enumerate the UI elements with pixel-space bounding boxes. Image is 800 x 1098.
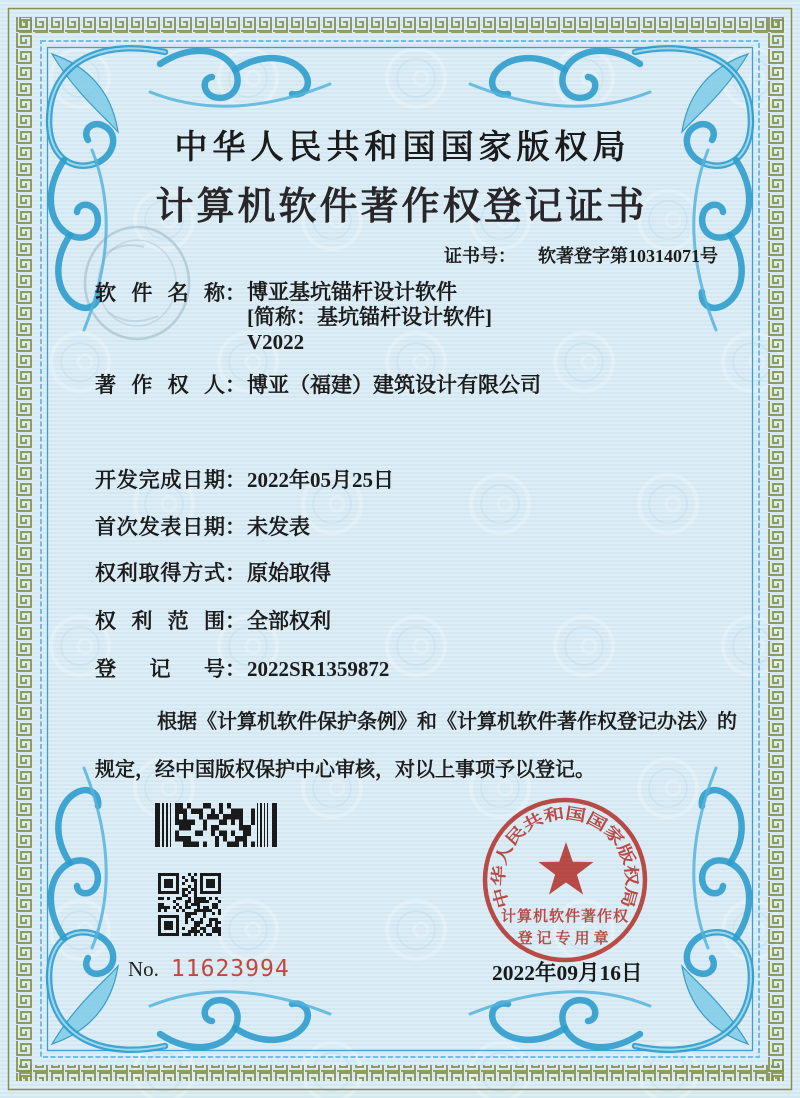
field-row-first-publish-date	[95, 514, 755, 540]
field-colon: ：	[225, 373, 246, 397]
field-row-registration-number	[95, 656, 755, 682]
field-label: 软件名称	[95, 281, 225, 305]
field-value: 博亚（福建）建筑设计有限公司	[247, 373, 541, 397]
field-colon: ：	[225, 561, 246, 585]
field-value: 未发表	[247, 515, 310, 539]
field-label: 登记号	[95, 657, 225, 681]
serial-label: No.	[128, 957, 159, 981]
red-star-icon	[538, 842, 593, 895]
body-paragraph: 根据《计算机软件保护条例》和《计算机软件著作权登记办法》的 规定，经中国版权保护中心审核，对以上事项予以登记。	[95, 711, 737, 781]
issue-date: 2022年09月16日	[492, 961, 643, 985]
field-colon: ：	[225, 468, 246, 492]
field-label: 著作权人	[95, 373, 225, 397]
certificate-number-value: 软著登字第10314071号	[538, 246, 718, 266]
field-value: 全部权利	[247, 609, 331, 633]
authority-title: 中华人民共和国国家版权局	[174, 130, 631, 166]
field-colon: ：	[225, 281, 246, 305]
certificate-number-label: 证书号：	[444, 246, 516, 266]
field-colon: ：	[225, 657, 246, 681]
barcode	[155, 803, 277, 847]
certificate-number-line	[444, 242, 718, 268]
field-row-copyright-owner	[95, 372, 755, 398]
official-seal	[467, 788, 663, 984]
field-row-rights-scope	[95, 608, 755, 634]
field-colon: ：	[225, 609, 246, 633]
field-label: 开发完成日期	[95, 468, 225, 492]
field-value: 2022SR1359872	[247, 657, 390, 681]
field-label: 权利范围	[95, 609, 225, 633]
field-label: 权利取得方式	[95, 561, 225, 585]
field-row-software-name	[95, 280, 755, 355]
seal-line1: 计算机软件著作权	[500, 909, 630, 925]
serial-number: 11623994	[170, 956, 290, 982]
certificate-title: 计算机软件著作权登记证书	[155, 186, 648, 228]
field-value: 2022年05月25日	[247, 468, 394, 492]
field-row-rights-acquisition	[95, 560, 755, 586]
field-colon: ：	[225, 515, 246, 539]
field-value: 博亚基坑锚杆设计软件 [简称：基坑锚杆设计软件] V2022	[247, 280, 492, 354]
field-value: 原始取得	[247, 561, 331, 585]
seal-ring-text: 中华人民共和国国家版权局	[490, 805, 640, 910]
field-row-dev-complete-date	[95, 467, 755, 493]
field-label: 首次发表日期	[95, 515, 225, 539]
serial-number-line	[128, 956, 290, 982]
qr-code-icon	[158, 870, 221, 936]
seal-line2: 登记专用章	[517, 931, 613, 947]
